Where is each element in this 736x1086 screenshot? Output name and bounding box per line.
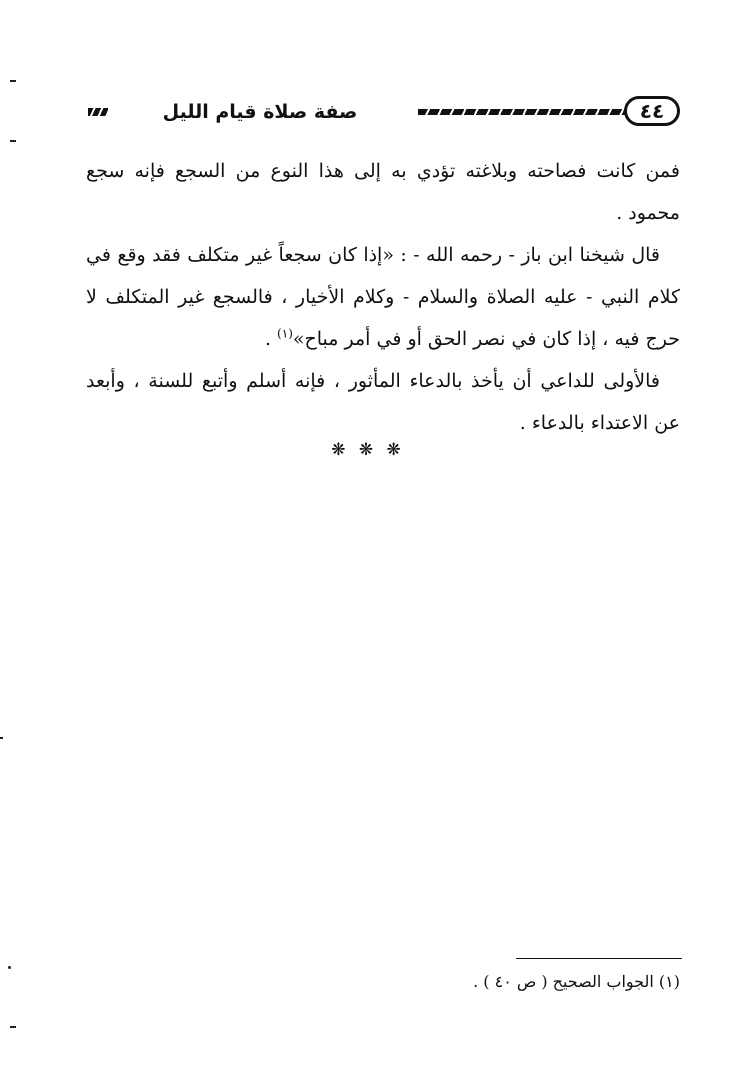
scan-mark [8, 966, 11, 969]
paragraph: فمن كانت فصاحته وبلاغته تؤدي به إلى هذا النوع من السجع فإنه سجع محمود . [86, 160, 680, 224]
scan-mark [10, 1026, 16, 1028]
paragraph-quote [86, 234, 680, 360]
quote-text: قال شيخنا ابن باز - رحمه الله - : «إذا كان سجعاً غير متكلف فقد وقع في كلام النبي - عليه الصلاة والسلام - وكلام الأخيار ، فالسجع غير المتكلف لا حرج فيه ، إذا كان في نصر الحق أو في أمر مباح» [86, 244, 680, 350]
body-text [86, 150, 680, 444]
quote-end: . [264, 328, 278, 350]
section-separator: ❋ ❋ ❋ [331, 440, 405, 460]
running-title: صفة صلاة قيام الليل [162, 101, 358, 123]
scan-mark [0, 737, 3, 739]
footnote-divider [516, 958, 682, 959]
footnote-reference[interactable]: (١) [277, 326, 293, 341]
footnote: (١) الجواب الصحيح ( ص ٤٠ ) . [473, 972, 680, 991]
paragraph: فالأولى للداعي أن يأخذ بالدعاء المأثور ، فإنه أسلم وأتبع للسنة ، وأبعد عن الاعتداء بالدعاء . [86, 370, 680, 434]
header-ornament-left [88, 108, 108, 116]
scan-mark [10, 80, 16, 82]
header-ornament-rule [418, 109, 628, 115]
page-number: ٤٤ [624, 96, 680, 126]
scan-mark [10, 140, 16, 142]
running-header [88, 96, 680, 130]
